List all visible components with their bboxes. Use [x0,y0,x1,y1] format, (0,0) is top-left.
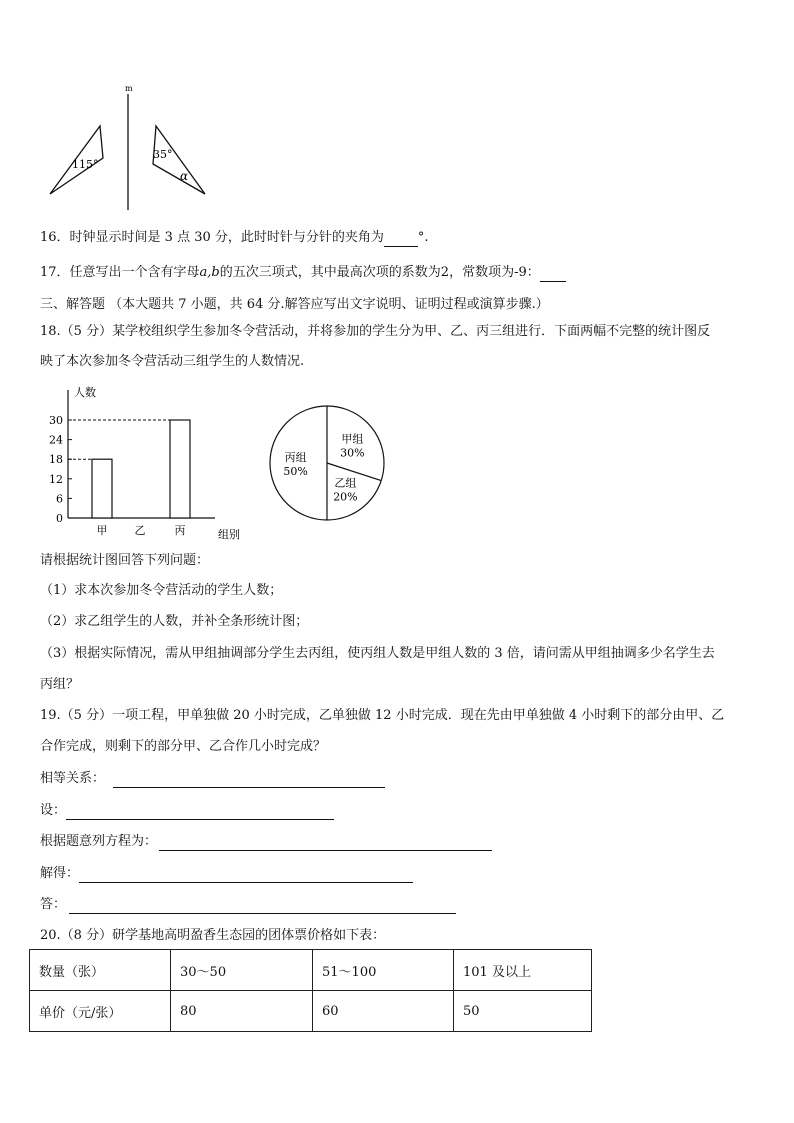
question-18-sub2: （2）求乙组学生的人数，并补全条形统计图； [40,614,309,629]
question-19-line1: 19.（5 分）一项工程，甲单独做 20 小时完成，乙单独做 12 小时完成．现在先由甲单独做 4 小时剩下的部分由甲、乙 [40,708,725,723]
table-row: 数量（张） 30～50 51～100 101 及以上 [30,950,592,991]
slice-value-2: 50% [283,465,308,478]
y-tick-label: 0 [56,512,63,525]
x-axis-label: 组别 [218,528,240,541]
solve-row: 解得： [40,865,413,883]
question-18-sub3-line2: 丙组？ [40,677,80,692]
section-3-heading: 三、解答题 （本大题共 7 小题，共 64 分.解答应写出文字说明、证明过程或演算步骤.） [40,297,549,312]
slice-label-1: 乙组 [334,476,357,490]
question-17: 17．任意写出一个含有字母a,b的五次三项式，其中最高次项的系数为2，常数项为-9： [40,264,566,282]
x-tick-label: 丙 [174,524,186,537]
answer-row: 答： [40,896,456,914]
equation-row: 根据题意列方程为： [40,833,492,851]
y-tick-label: 12 [49,472,63,486]
slice-label-0: 甲组 [341,432,364,446]
table-row: 单价（元/张） 80 60 50 [30,991,592,1032]
bar-2 [170,420,190,518]
left-angle-label: 115° [72,158,99,171]
question-18-sub3-line1: （3）根据实际情况，需从甲组抽调部分学生去丙组，使丙组人数是甲组人数的 3 倍，请问需从甲组抽调多少名学生去 [40,646,715,661]
bar-0 [92,459,112,518]
question-18-line1: 18.（5 分）某学校组织学生参加冬令营活动，并将参加的学生分为甲、乙、丙三组进行．下面两幅不完整的统计图反 [40,324,711,339]
question-18-line2: 映了本次参加冬令营活动三组学生的人数情况. [40,354,305,369]
y-axis-label: 人数 [74,386,96,399]
question-16: 16．时钟显示时间是 3 点 30 分，此时时针与分针的夹角为 °. [40,230,429,245]
y-tick-label: 18 [49,453,63,467]
x-tick-label: 甲 [96,524,108,537]
pie-chart [262,398,392,528]
question-18-sub1: （1）求本次参加冬令营活动的学生人数； [40,583,283,598]
solve-blank[interactable] [79,868,413,883]
bar-chart [40,378,250,543]
question-18-prompt: 请根据统计图回答下列问题： [40,553,210,568]
question-20: 20.（8 分）研学基地高明盈香生态园的团体票价格如下表： [40,928,386,943]
alpha-label: α [180,169,189,183]
question-19-line2: 合作完成，则剩下的部分甲、乙合作几小时完成？ [40,739,327,754]
slice-value-1: 20% [333,490,358,504]
y-tick-label: 30 [49,414,63,427]
x-tick-label: 乙 [134,524,146,537]
y-tick-label: 6 [56,492,63,506]
slice-label-2: 丙组 [284,451,307,464]
relation-blank[interactable] [113,773,385,788]
let-row: 设： [40,802,334,820]
answer-blank[interactable] [384,232,418,247]
slice-value-0: 30% [340,446,365,460]
relation-row: 相等关系： [40,770,385,788]
let-blank[interactable] [66,805,334,820]
y-tick-label: 24 [49,433,63,447]
line-m-label: m [125,84,133,93]
equation-blank[interactable] [159,836,492,851]
right-angle-label: 35° [153,148,173,161]
answer-blank[interactable] [69,899,456,914]
price-table [29,949,592,1032]
answer-blank[interactable] [540,267,566,282]
triangle-figure [40,82,220,212]
